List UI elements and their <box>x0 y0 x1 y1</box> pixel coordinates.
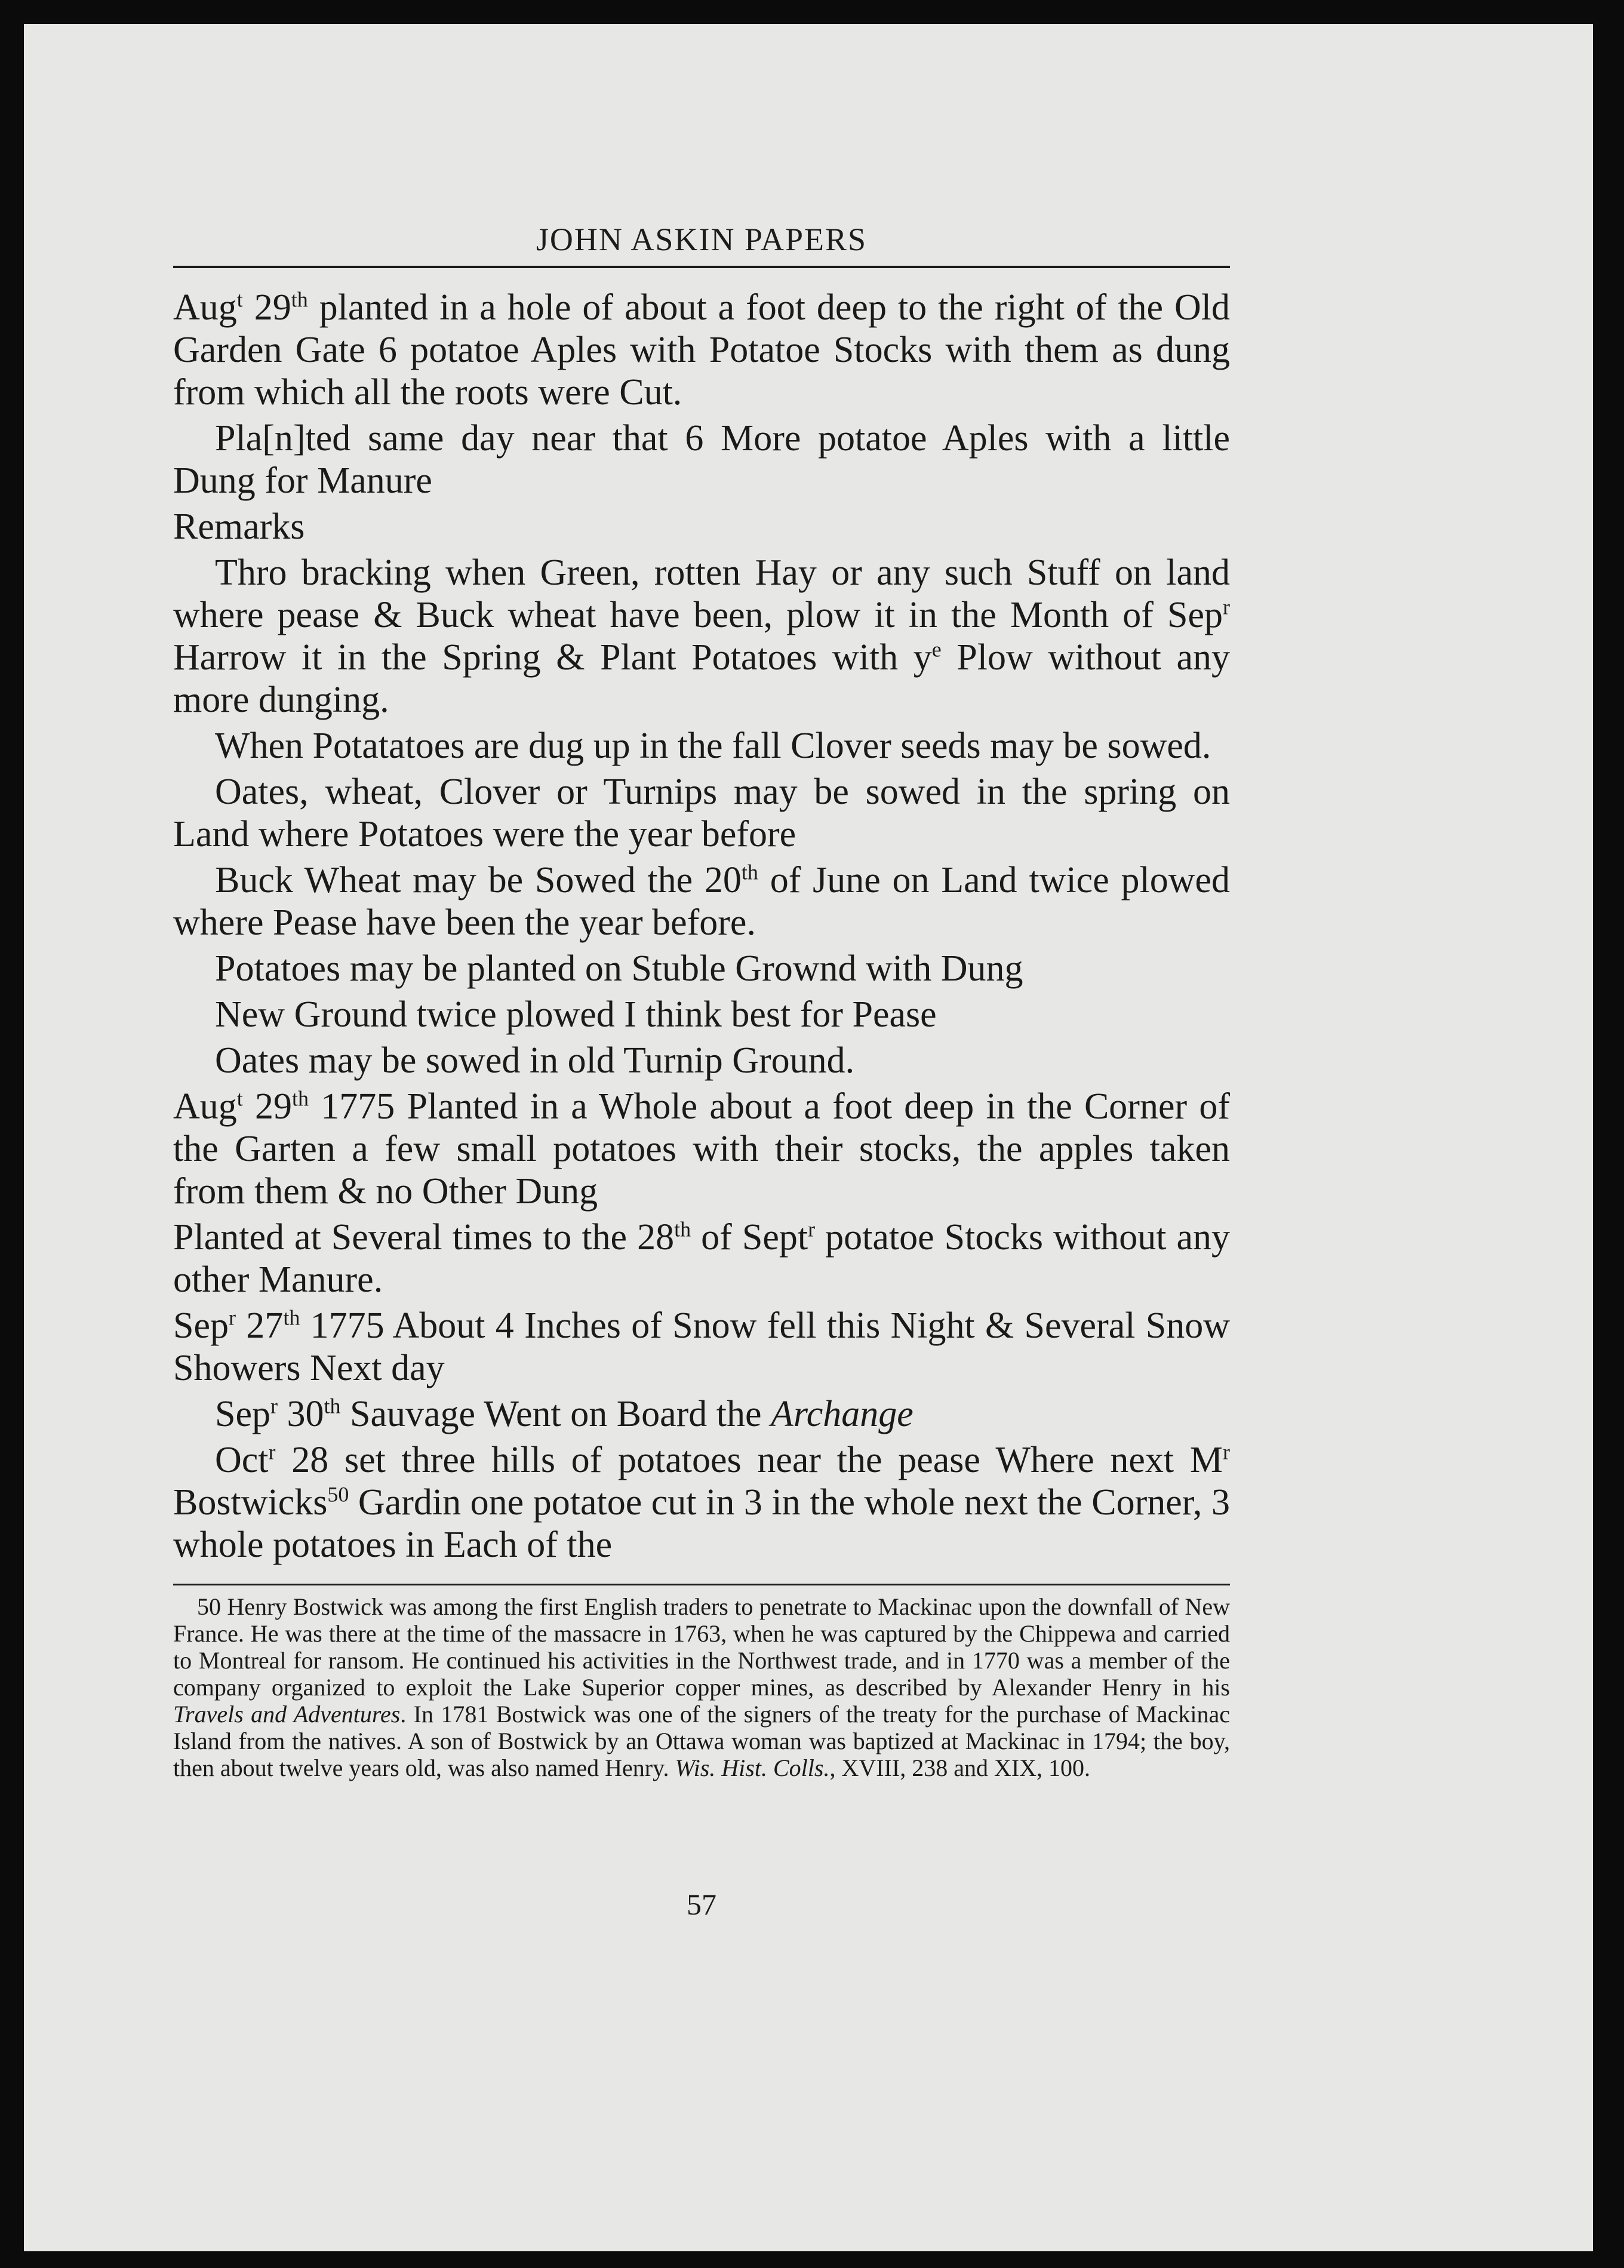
paragraph-11: Aug$^t$ 29th 1775 Planted in a Whole about a foot deep in the Corner of the Garten a few small potatoes with their stocks, the apples taken from them & no Other Dung <box>173 1086 1231 1212</box>
book-page <box>24 24 1593 2251</box>
remarks-heading: Remarks <box>173 506 305 547</box>
header-rule <box>173 266 1230 268</box>
footnote-50: 50 Henry Bostwick was among the first English traders to penetrate to Mackinac upon the downfall of New France. He was there at the time of the massacre in 1763, when he was captured by the Chippewa and carried to Montreal for ransom. He continued his activities in the Northwest trade, and in 1770 was a member of the company organized to exploit the Lake Superior copper mines, as described by Alexander Henry in his Travels and Adventures. In 1781 Bostwick was one of the signers of the treaty for the purchase of Mackinac Island from the natives. A son of Bostwick by an Ottawa woman was baptized at Mackinac in 1794; the boy, then about twelve years old, was also named Henry. Wis. Hist. Colls., XVIII, 238 and XIX, 100. <box>173 1593 1230 1781</box>
paragraph-4: Thro bracking when Green, rotten Hay or any such Stuff on land where pease & Buck wheat have been, plow it in the Month of Sep$^r$ Harrow it in the Spring & Plant Potatoes with $y^e$ Plow without any more dunging. <box>173 552 1230 720</box>
paragraph-2: Pla[n]ted same day near that 6 More potatoe Aples with a little Dung for Manure <box>173 418 1230 501</box>
paragraph-6: Oates, wheat, Clover or Turnips may be sowed in the spring on Land where Potatoes were the year before <box>173 772 1230 855</box>
paragraph-14: Sep$^r$ 30th Sauvage Went on Board the Archange <box>215 1394 914 1434</box>
paragraph-5: When Potatatoes are dug up in the fall Clover seeds may be sowed. <box>215 726 1211 766</box>
running-header: JOHN ASKIN PAPERS <box>536 222 868 257</box>
paragraph-13: Sep$^r$ 27th 1775 About 4 Inches of Snow fell this Night & Several Snow Showers Next day <box>173 1305 1231 1388</box>
body-text <box>173 287 1230 1570</box>
paragraph-1: Aug$^t$ 29th planted in a hole of about a foot deep to the right of the Old Garden Gate 6 potatoe Aples with Potatoe Stocks with them as dung from which all the roots were Cut. <box>173 287 1230 413</box>
paragraph-12: Planted at Several times to the 28th of Sept$^r$ potatoe Stocks without any other Manure. <box>173 1217 1230 1300</box>
paragraph-15: Oct$^r$ 28 set three hills of potatoes near the pease Where next $M^r$ Bostwicks$^{50}$ Gardin one potatoe cut in 3 in the whole next the Corner, 3 whole potatoes in Each of the <box>173 1440 1230 1565</box>
paragraph-8: Potatoes may be planted on Stuble Grownd with Dung <box>215 948 1023 989</box>
paragraph-7: Buck Wheat may be Sowed the 20th of June on Land twice plowed where Pease have been the year before. <box>173 860 1230 943</box>
footnote-rule <box>173 1584 1230 1585</box>
paragraph-10: Oates may be sowed in old Turnip Ground. <box>215 1040 855 1081</box>
paragraph-9: New Ground twice plowed I think best for Pease <box>215 994 937 1035</box>
page-number: 57 <box>687 1888 716 1921</box>
